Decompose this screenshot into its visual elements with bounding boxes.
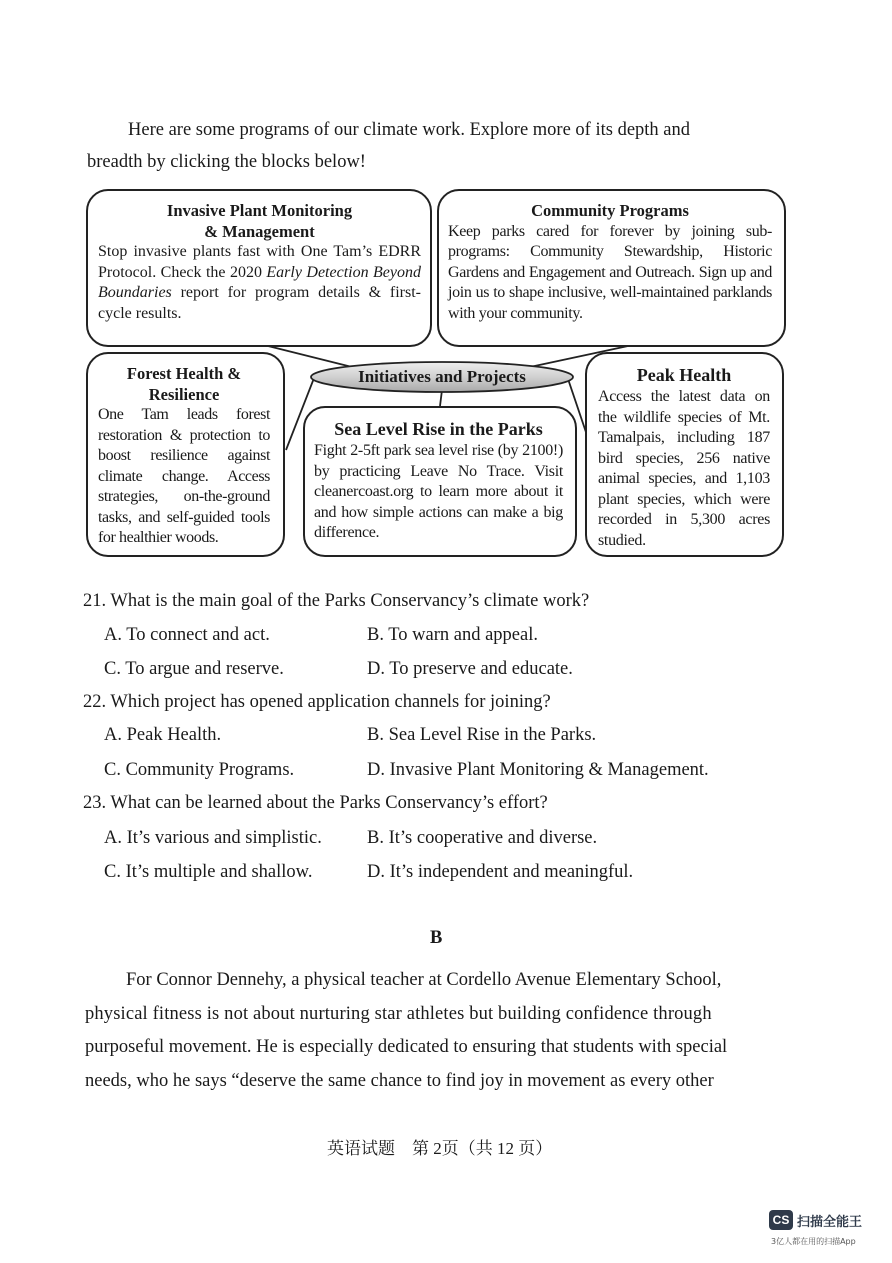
q22-option-c[interactable]: C. Community Programs. bbox=[104, 760, 295, 780]
box-forest-health[interactable] bbox=[86, 352, 285, 557]
community-title: Community Programs bbox=[531, 201, 689, 220]
intro-line-1: Here are some programs of our climate work. Explore more of its depth and bbox=[128, 120, 691, 140]
q21-option-c[interactable]: C. To argue and reserve. bbox=[104, 659, 284, 679]
scanner-app-name: 扫描全能王 bbox=[797, 1215, 863, 1230]
box-peak-health[interactable] bbox=[585, 352, 784, 557]
section-b-line-4: needs, who he says “deserve the same chance to find joy in movement as every other bbox=[85, 1071, 714, 1091]
community-body: Keep parks cared for forever by joining sub-programs: Community Stewardship, Historic Gardens and Engagement and Outreach. Sign up and join us to shape inclusive, well-maintained parklands with your community. bbox=[448, 222, 772, 322]
report-title-italic: Early Detection Beyond Boundaries bbox=[98, 263, 422, 301]
q22-option-b[interactable]: B. Sea Level Rise in the Parks. bbox=[367, 725, 597, 745]
forest-body: One Tam leads forest restoration & protection to boost resilience against climate change. Access strategies, on-the-ground tasks, and self-guided tools for healthier woods. bbox=[98, 406, 270, 546]
q22-option-a[interactable]: A. Peak Health. bbox=[104, 725, 222, 745]
peak-body: Access the latest data on the wildlife species of Mt. Tamalpais, including 187 bird species, 256 native animal species, and 1,103 plant species, which were recorded in 5,300 acres studied. bbox=[598, 388, 770, 549]
q21-option-a[interactable]: A. To connect and act. bbox=[104, 625, 270, 645]
question-21-stem: 21. What is the main goal of the Parks Conservancy’s climate work? bbox=[83, 591, 590, 611]
center-label[interactable]: Initiatives and Projects bbox=[358, 367, 526, 386]
sea-body: Fight 2-5ft park sea level rise (by 2100!) by practicing Leave No Trace. Visit cleanercoast.org to learn more about it and how simple actions can make a big difference. bbox=[314, 442, 563, 541]
invasive-body: Stop invasive plants fast with One Tam’s EDRR Protocol. Check the 2020 Early Detection Beyond Boundaries report for program details & first-cycle results. bbox=[98, 243, 422, 322]
q21-option-b[interactable]: B. To warn and appeal. bbox=[367, 625, 538, 645]
scanner-watermark bbox=[769, 1210, 881, 1250]
box-sea-level-rise[interactable] bbox=[303, 406, 577, 557]
q23-option-d[interactable]: D. It’s independent and meaningful. bbox=[367, 862, 634, 882]
q23-option-b[interactable]: B. It’s cooperative and diverse. bbox=[367, 828, 598, 848]
section-b-line-3: purposeful movement. He is especially dedicated to ensuring that students with special bbox=[85, 1037, 728, 1057]
box-community-programs[interactable] bbox=[437, 189, 786, 347]
forest-title-1: Forest Health & bbox=[126, 364, 242, 383]
question-23-stem: 23. What can be learned about the Parks Conservancy’s effort? bbox=[83, 793, 548, 813]
q23-option-c[interactable]: C. It’s multiple and shallow. bbox=[104, 862, 313, 882]
scanner-logo-icon: CS bbox=[769, 1210, 793, 1230]
question-22-stem: 22. Which project has opened application channels for joining? bbox=[83, 692, 551, 712]
q21-option-d[interactable]: D. To preserve and educate. bbox=[367, 659, 573, 679]
forest-title-2: Resilience bbox=[148, 384, 220, 404]
box-invasive-plant[interactable] bbox=[86, 189, 432, 347]
q22-option-d[interactable]: D. Invasive Plant Monitoring & Management. bbox=[367, 760, 709, 780]
sea-title: Sea Level Rise in the Parks bbox=[334, 419, 543, 439]
scanner-tagline: 3亿人都在用的扫描App bbox=[771, 1237, 856, 1246]
section-b-heading: B bbox=[430, 928, 443, 948]
peak-title: Peak Health bbox=[636, 365, 732, 385]
intro-line-2: breadth by clicking the blocks below! bbox=[87, 152, 366, 172]
invasive-title-1: Invasive Plant Monitoring bbox=[166, 201, 353, 220]
invasive-title-2: & Management bbox=[204, 221, 315, 241]
section-b-line-1: For Connor Dennehy, a physical teacher at Cordello Avenue Elementary School, bbox=[126, 970, 722, 990]
page-footer: 英语试题 第 2页（共 12 页） bbox=[327, 1139, 553, 1158]
section-b-line-2: physical fitness is not about nurturing star athletes but building confidence through bbox=[85, 1004, 712, 1024]
q23-option-a[interactable]: A. It’s various and simplistic. bbox=[104, 828, 322, 848]
